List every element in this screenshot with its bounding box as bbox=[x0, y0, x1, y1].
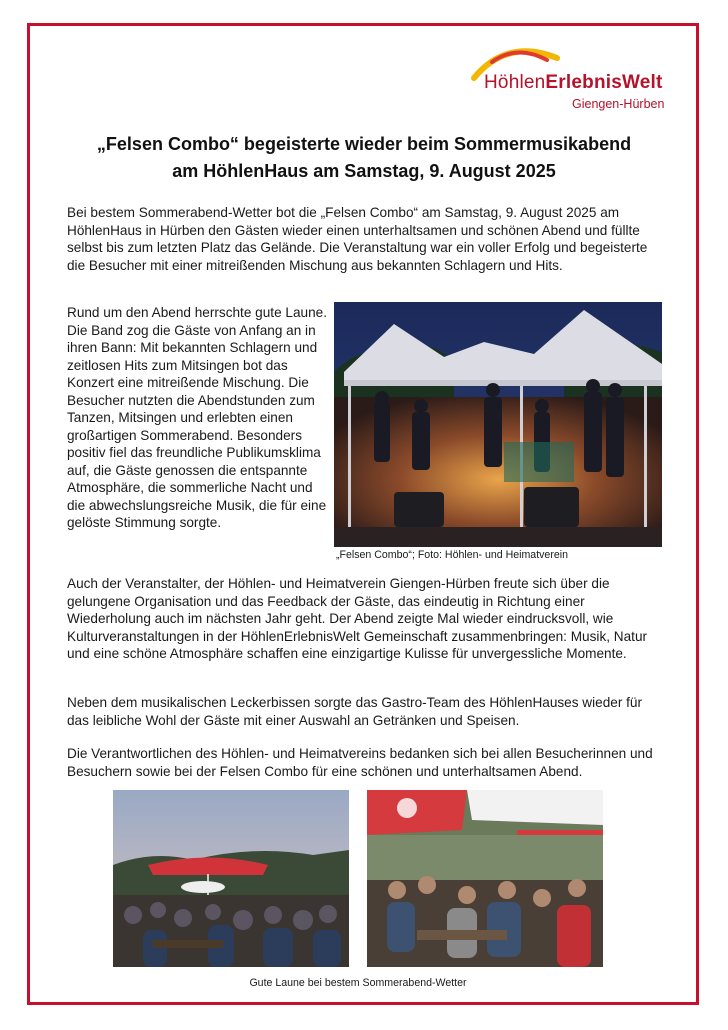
logo-subtitle: Giengen-Hürben bbox=[572, 97, 665, 111]
hoehlen-erlebniswelt-logo bbox=[462, 38, 682, 118]
paragraph-organizer: Auch der Veranstalter, der Höhlen- und Heimatverein Giengen-Hürben freute sich über die gelungene Organisation und das Feedback der Gäste, das eindeutig in Richtung einer Wiederholung auch im nächsten Jahr geht. Der Abend zeigte Mal wieder eindrucksvoll, wie Kulturveranstaltungen in der HöhlenErlebnisWelt Gemeinschaft zusammenbringen: Musik, Natur und eine schöne Atmosphäre schaffen eine einzigartige Kulisse für unvergessliche Momente. bbox=[67, 576, 648, 661]
article-title bbox=[60, 131, 668, 185]
crowd-photos-caption: Gute Laune bei bestem Sommerabend-Wetter bbox=[249, 977, 467, 989]
title-line-1: „Felsen Combo“ begeisterte wieder beim Sommermusikabend bbox=[96, 134, 632, 154]
band-photo bbox=[334, 302, 662, 547]
paragraph-gastro: Neben dem musikalischen Leckerbissen sorgte das Gastro-Team des HöhlenHauses wieder für das leibliche Wohl der Gäste mit einer Auswahl an Getränken und Speisen. bbox=[67, 695, 642, 728]
paragraph-thanks: Die Verantwortlichen des Höhlen- und Heimatvereins bedanken sich bei allen Besucherinnen und Besuchern sowie bei der Felsen Combo für eine schönen und unterhaltsamen Abend. bbox=[67, 746, 653, 779]
band-photo-caption: „Felsen Combo“; Foto: Höhlen- und Heimatverein bbox=[336, 549, 568, 561]
logo-name-part1: Höhlen bbox=[484, 72, 546, 93]
crowd-photo-left bbox=[113, 790, 349, 967]
logo-wordmark bbox=[484, 72, 663, 94]
logo-name-part2: ErlebnisWelt bbox=[545, 72, 663, 93]
paragraph-atmosphere: Rund um den Abend herrschte gute Laune. Die Band zog die Gäste von Anfang an in ihren Bann: Mit bekannten Schlagern und zeitlosen Hits zum Mitsingen bot das Konzert eine mitreißende Mischung. Die Besucher nutzten die Abendstunden zum Tanzen, Mitsingen und erlebten einen großartigen Sommerabend. Besonders positiv fiel das freundliche Publikumsklima auf, die Gäste genossen die entspannte Atmosphäre, die sommerliche Nacht und die abwechslungsreiche Musik, die für eine gelöste Stimmung sorgte. bbox=[67, 305, 327, 530]
paragraph-intro: Bei bestem Sommerabend-Wetter bot die „Felsen Combo“ am Samstag, 9. August 2025 am HöhlenHaus in Hürben den Gästen wieder einen unterhaltsamen und schönen Abend und füllte selbst bis zum letzten Platz das Gelände. Die Veranstaltung war ein voller Erfolg und begeisterte die Besucher mit einer mitreißenden Mischung aus bekannten Schlagern und Hits. bbox=[67, 205, 648, 273]
title-line-2: am HöhlenHaus am Samstag, 9. August 2025 bbox=[172, 161, 556, 181]
crowd-photo-right bbox=[367, 790, 603, 967]
